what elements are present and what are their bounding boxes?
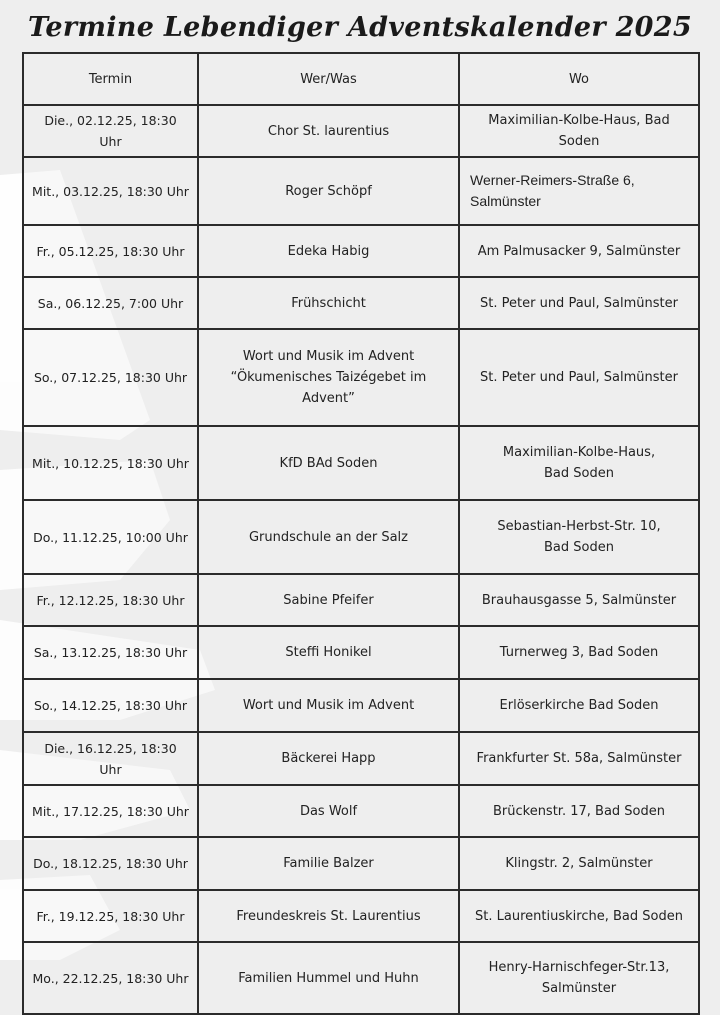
wer-was-cell: Bäckerei Happ (198, 732, 459, 785)
header-termin: Termin (23, 53, 198, 105)
wo-cell: Turnerweg 3, Bad Soden (459, 626, 699, 679)
wo-cell: St. Laurentiuskirche, Bad Soden (459, 890, 699, 942)
wer-was-cell: Chor St. laurentius (198, 105, 459, 157)
table-row (23, 574, 699, 626)
table-row (23, 426, 699, 500)
wer-was-cell: Steffi Honikel (198, 626, 459, 679)
termin-cell: So., 14.12.25, 18:30 Uhr (23, 679, 198, 732)
termin-cell: Mit., 03.12.25, 18:30 Uhr (23, 157, 198, 225)
wer-was-cell: Frühschicht (198, 277, 459, 329)
termin-cell: Fr., 19.12.25, 18:30 Uhr (23, 890, 198, 942)
table-row (23, 329, 699, 426)
termin-cell: Sa., 06.12.25, 7:00 Uhr (23, 277, 198, 329)
table-row (23, 105, 699, 157)
wo-cell: St. Peter und Paul, Salmünster (459, 277, 699, 329)
wer-was-cell: Familien Hummel und Huhn (198, 942, 459, 1014)
wo-cell: Maximilian-Kolbe-Haus, Bad Soden (459, 105, 699, 157)
table-row (23, 837, 699, 890)
wo-cell: Erlöserkirche Bad Soden (459, 679, 699, 732)
table-row (23, 942, 699, 1014)
wer-was-cell: Familie Balzer (198, 837, 459, 890)
wer-was-cell: Sabine Pfeifer (198, 574, 459, 626)
termin-cell: Mit., 10.12.25, 18:30 Uhr (23, 426, 198, 500)
wer-was-cell: Wort und Musik im Advent (198, 679, 459, 732)
wo-cell: St. Peter und Paul, Salmünster (459, 329, 699, 426)
termin-cell: Die., 16.12.25, 18:30 Uhr (23, 732, 198, 785)
wo-cell: Brückenstr. 17, Bad Soden (459, 785, 699, 837)
table-row (23, 679, 699, 732)
termin-cell: Die., 02.12.25, 18:30 Uhr (23, 105, 198, 157)
table-row (23, 277, 699, 329)
wer-was-cell: KfD BAd Soden (198, 426, 459, 500)
table-row (23, 500, 699, 574)
table-row (23, 732, 699, 785)
termin-cell: Mo., 22.12.25, 18:30 Uhr (23, 942, 198, 1014)
termin-cell: Do., 11.12.25, 10:00 Uhr (23, 500, 198, 574)
table-row (23, 890, 699, 942)
wo-cell: Maximilian-Kolbe-Haus, Bad Soden (459, 426, 699, 500)
wo-cell: Am Palmusacker 9, Salmünster (459, 225, 699, 277)
termin-cell: Sa., 13.12.25, 18:30 Uhr (23, 626, 198, 679)
header-wer-was: Wer/Was (198, 53, 459, 105)
table-row (23, 157, 699, 225)
page-title: Termine Lebendiger Adventskalender 2025 (28, 12, 692, 43)
wer-was-cell: Wort und Musik im Advent “Ökumenisches Taizégebet im Advent” (198, 329, 459, 426)
table-row (23, 785, 699, 837)
termin-cell: Fr., 12.12.25, 18:30 Uhr (23, 574, 198, 626)
wer-was-cell: Grundschule an der Salz (198, 500, 459, 574)
wo-cell: Werner-Reimers-Straße 6, Salmünster (459, 157, 699, 225)
wer-was-cell: Edeka Habig (198, 225, 459, 277)
wo-cell: Henry-Harnischfeger-Str.13, Salmünster (459, 942, 699, 1014)
wer-was-cell: Roger Schöpf (198, 157, 459, 225)
termin-cell: Fr., 05.12.25, 18:30 Uhr (23, 225, 198, 277)
wo-cell: Klingstr. 2, Salmünster (459, 837, 699, 890)
wer-was-cell: Das Wolf (198, 785, 459, 837)
schedule-table (22, 52, 700, 1015)
termin-cell: So., 07.12.25, 18:30 Uhr (23, 329, 198, 426)
wer-was-cell: Freundeskreis St. Laurentius (198, 890, 459, 942)
termin-cell: Mit., 17.12.25, 18:30 Uhr (23, 785, 198, 837)
table-row (23, 626, 699, 679)
wo-cell: Frankfurter St. 58a, Salmünster (459, 732, 699, 785)
table-row (23, 225, 699, 277)
wo-cell: Sebastian-Herbst-Str. 10, Bad Soden (459, 500, 699, 574)
header-row (23, 53, 699, 105)
wo-cell: Brauhausgasse 5, Salmünster (459, 574, 699, 626)
termin-cell: Do., 18.12.25, 18:30 Uhr (23, 837, 198, 890)
header-wo: Wo (459, 53, 699, 105)
